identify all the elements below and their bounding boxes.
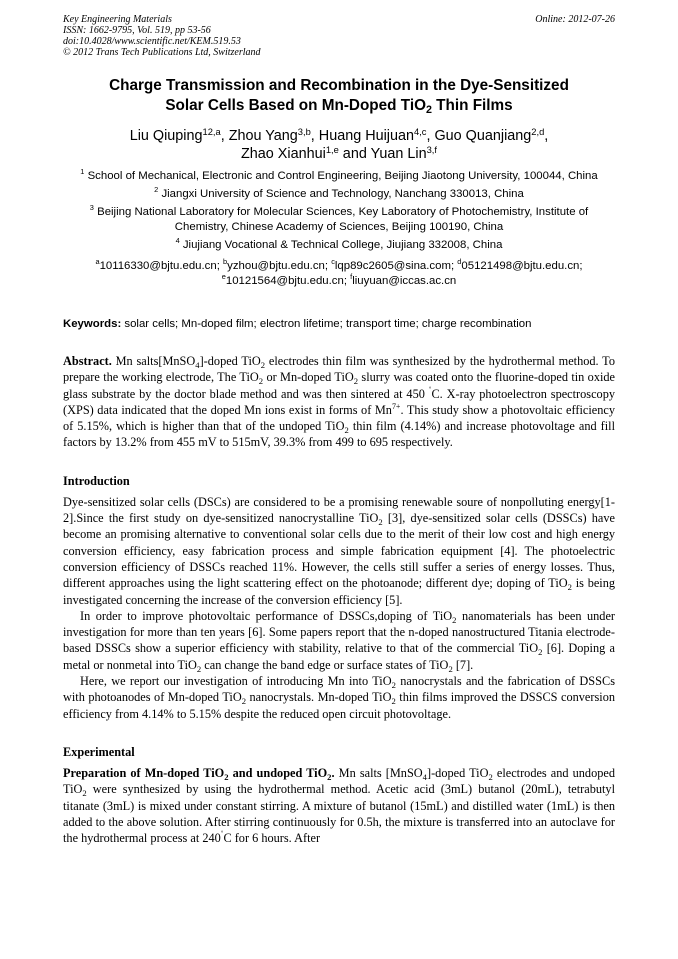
email-link[interactable]: 05121498@bjtu.edu.cn; bbox=[461, 260, 583, 272]
email-link[interactable]: 10116330@bjtu.edu.cn; bbox=[99, 260, 224, 272]
journal-header bbox=[63, 14, 615, 58]
email-link[interactable]: yzhou@bjtu.edu.cn; bbox=[227, 260, 332, 272]
intro-paragraph: Here, we report our investigation of introducing Mn into TiO$_2$ nanocrystals and the fabrication of DSSCs with photoanodes of Mn-doped TiO$_2$ nanocrystals. Mn-doped TiO$_2$ thin films improved the DSSCS conversion efficiency from 4.14% to 5.15% despite the reduced open circuit photovoltage. bbox=[63, 674, 615, 721]
keywords-label: Keywords: bbox=[63, 318, 122, 330]
keywords: Keywords: solar cells; Mn-doped film; electron lifetime; transport time; charge recombination bbox=[63, 318, 532, 330]
abstract-label: Abstract. bbox=[63, 354, 112, 368]
section-heading-experimental: Experimental bbox=[63, 744, 135, 759]
email-list: $^a$10116330@bjtu.edu.cn; $^b$yzhou@bjtu.edu.cn; $^c$lqp89c2605@sina.com; $^d$05121498@bjtu.edu.cn; $^e$10121564@bjtu.edu.cn; $^f$liuyuan@iccas.ac.cn bbox=[95, 257, 583, 287]
author-name: Zhou Yang bbox=[228, 128, 298, 144]
paper-page bbox=[63, 14, 615, 846]
author-name: Liu Qiuping bbox=[129, 128, 203, 144]
doi-line: doi:10.4028/www.scientific.net/KEM.519.53 bbox=[63, 36, 241, 47]
abstract: Abstract. Mn salts[MnSO$_4$]-doped TiO$_2$ electrodes thin film was synthesized by the hydrothermal method. To prepare the working electrode, The TiO$_2$ or Mn-doped TiO$_2$ slurry was coated onto the fluorine-doped tin oxide glass substrate by the doctor blade method and was then sintered at 450 ˚C. X-ray photoelectron spectroscopy (XPS) data indicated that the doped Mn ions exist in forms of $Mn^{7+}$. This study show a photovoltaic efficiency of 5.15%, which is higher than that of the undoped TiO$_2$ thin film (4.14%) and increase photovoltage and fill factors by 13.2% from 455 mV to 515mV, 39.3% from 499 to 695 respectively. bbox=[63, 354, 615, 450]
email-link[interactable]: 10121564@bjtu.edu.cn; bbox=[225, 275, 351, 287]
section-heading-introduction: Introduction bbox=[63, 473, 130, 488]
affiliation-item: $^4$ Jiujiang Vocational & Technical College, Jiujiang 332008, China bbox=[175, 236, 503, 251]
author-list: Liu Qiuping$^{12,a}$, Zhou Yang$^{3,b}$, Huang Huijuan$^{4,c}$, Guo Quanjiang$^{2,d}$, Zhao Xianhui$^{1,e}$ and Yuan Lin$^{3,f}$ bbox=[129, 127, 549, 162]
issn-line: ISSN: 1662-9795, Vol. 519, pp 53-56 bbox=[63, 25, 211, 36]
intro-paragraph: Dye-sensitized solar cells (DSCs) are considered to be a promising renewable soure of nonpolluting energy[1-2].Since the first study on dye-sensitized nanocrystalline TiO$_2$ [3], dye-sensitized solar cells (DSSCs) have become an promising alternative to conventional solar cells due to the merit of their low cost and high energy conversion efficiency, easy fabrication process and simple fabrication equipment [4]. The photoelectric conversion efficiency of DSSCs reached 11%. However, the cells still suffer a series of energy losses. Thus, different approaches using the light scattering effect on the photoanode; different dye; doping of TiO$_2$ is being investigated concerning the increase of the conversion efficiency [5]. bbox=[63, 494, 616, 607]
email-link[interactable]: lqp89c2605@sina.com; bbox=[334, 260, 458, 272]
author-name: Zhao Xianhui bbox=[241, 146, 326, 162]
affiliation-item: $^1$ School of Mechanical, Electronic and Control Engineering, Beijing Jiaotong University, 100044, China bbox=[80, 167, 598, 182]
paper-title: Charge Transmission and Recombination in the Dye-Sensitized Solar Cells Based on Mn-Doped TiO$_2$ Thin Films bbox=[109, 77, 569, 116]
author-name: Guo Quanjiang bbox=[434, 128, 532, 144]
affiliation-item: $^2$ Jiangxi University of Science and Technology, Nanchang 330013, China bbox=[154, 185, 524, 200]
online-date: Online: 2012-07-26 bbox=[535, 14, 615, 25]
affiliations bbox=[63, 169, 615, 253]
intro-paragraph: In order to improve photovoltaic performance of DSSCs,doping of TiO$_2$ nanomaterials has been under investigation for more than ten years [6]. Some papers report that the n-doped nanostructured Titania electrode-based DSSCs show a superior efficiency with stability, relative to that of the commercial TiO$_2$ [6]. Doping a metal or nonmetal into TiO$_2$ can change the band edge or surface states of TiO$_2$ [7]. bbox=[63, 608, 616, 674]
affiliation-item: $^3$ Beijing National Laboratory for Molecular Sciences, Key Laboratory of Photochemistry, Institute of Chemistry, Chinese Academy of Sciences, Beijing 100190, China bbox=[89, 203, 589, 233]
author-name: Yuan Lin bbox=[370, 146, 427, 162]
subsection-heading: Preparation of Mn-doped TiO$_2$ and undoped TiO$_2$. bbox=[63, 765, 335, 782]
experimental-paragraph: Preparation of Mn-doped TiO$_2$ and undoped TiO$_2$. Mn salts [MnSO$_4$]-doped TiO$_2$ electrodes and undoped TiO$_2$ were synthesized by using the hydrothermal method. Acetic acid (3mL) butanol (20mL), tetrabutyl titanate (3mL) is mixed under constant stirring. A mixture of butanol (15mL) and distilled water (1mL) is then added to the above solution. After stirring continuously for 0.5h, the mixture is transferred into an autoclave for the hydrothermal process at 240˚C for 6 hours. After bbox=[63, 765, 615, 846]
journal-name: Key Engineering Materials bbox=[63, 14, 172, 25]
copyright-line: © 2012 Trans Tech Publications Ltd, Switzerland bbox=[63, 47, 261, 58]
author-name: Huang Huijuan bbox=[318, 128, 415, 144]
email-link[interactable]: liuyuan@iccas.ac.cn bbox=[352, 275, 457, 287]
